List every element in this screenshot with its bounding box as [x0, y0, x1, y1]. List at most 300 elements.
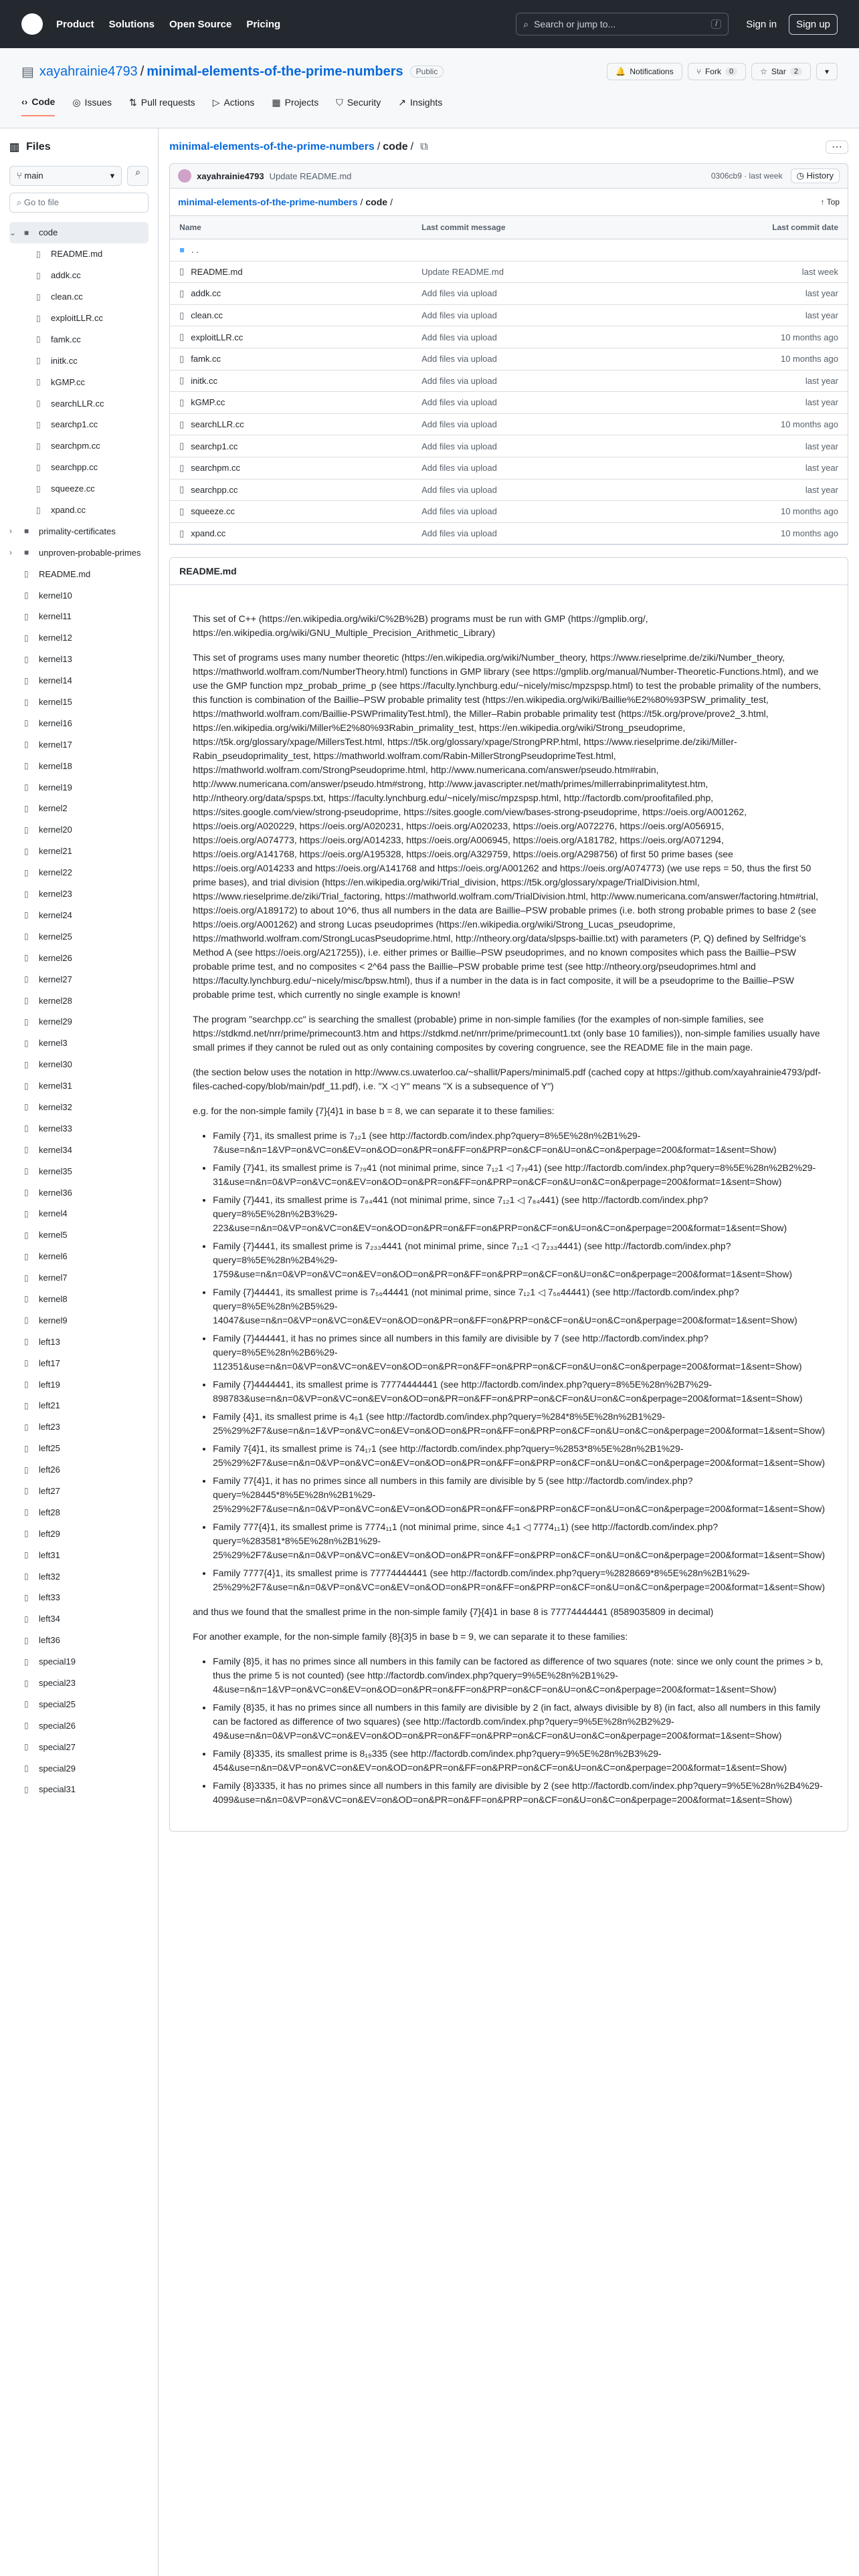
sidebar-item-kernel36[interactable]: [9, 1182, 149, 1203]
list-item: • Family {8}335, its smallest prime is 8₁₉335 (see http://factordb.com/index.php?query=9%5E%28n%2B3%29-454&use=n&n=0&VP=on&VC=on&EV=on&OD=on&PR=on&FF=on&PRP=on&CF=on&U=on&C=on&perpage=200&format=1&sent=Show): [213, 1747, 825, 1775]
file-name-cell: [179, 332, 421, 342]
file-name-cell: [179, 288, 421, 299]
column-name: Name: [179, 223, 201, 232]
file-icon: ▯: [24, 1443, 29, 1453]
sidebar-toggle-icon[interactable]: ▥: [9, 142, 20, 153]
nav-open-source[interactable]: Open Source: [169, 18, 232, 30]
sidebar-item-left34[interactable]: [9, 1608, 149, 1630]
sidebar-item-kernel10[interactable]: [9, 584, 149, 606]
sidebar-item-label: kernel13: [39, 654, 72, 665]
file-icon: ▯: [24, 1422, 29, 1432]
file-link[interactable]: searchpp.cc: [191, 484, 238, 495]
sidebar-item-addk-cc[interactable]: [9, 265, 149, 286]
file-icon: ▯: [24, 825, 29, 835]
commit-date: 10 months ago: [780, 354, 838, 364]
sidebar-item-label: left23: [39, 1422, 60, 1432]
file-icon: ▯: [24, 718, 29, 728]
history-label: History: [806, 171, 834, 181]
star-icon: ☆: [760, 67, 767, 76]
visibility-badge: Public: [410, 66, 444, 78]
sidebar-item-special29[interactable]: [9, 1757, 149, 1779]
nav-product[interactable]: Product: [56, 18, 94, 30]
search-icon: ⌕: [135, 167, 141, 177]
fork-button[interactable]: [688, 63, 746, 80]
history-button[interactable]: [791, 169, 840, 183]
commit-date: last year: [805, 441, 838, 451]
sidebar-item-label: kernel9: [39, 1315, 68, 1325]
shield-icon: ⛉: [336, 96, 343, 108]
sidebar-item-unproven-probable-primes[interactable]: [9, 542, 149, 563]
sidebar-item-label: left28: [39, 1507, 60, 1517]
sidebar-item-readme-md[interactable]: [9, 563, 149, 584]
code-icon: ‹›: [21, 96, 28, 107]
notifications-label: Notifications: [630, 67, 674, 76]
sidebar-item-kernel25[interactable]: [9, 926, 149, 947]
commit-date: 10 months ago: [780, 419, 838, 430]
sidebar-item-kernel29[interactable]: [9, 1011, 149, 1033]
sidebar-item-kernel18[interactable]: [9, 755, 149, 776]
sidebar-item-label: kernel8: [39, 1293, 68, 1304]
branch-select[interactable]: [9, 166, 122, 186]
notifications-button[interactable]: [607, 63, 682, 80]
go-to-file-input[interactable]: [9, 193, 149, 213]
file-icon: ▯: [24, 1635, 29, 1645]
commit-message-link[interactable]: Add files via upload: [421, 397, 497, 408]
file-icon: ▯: [24, 1742, 29, 1752]
tab-label: Actions: [223, 97, 255, 108]
table-breadcrumb-repo[interactable]: minimal-elements-of-the-prime-numbers: [178, 197, 358, 207]
file-icon: ▯: [24, 1145, 29, 1155]
file-link[interactable]: searchpm.cc: [191, 463, 240, 473]
commit-message-link[interactable]: Add files via upload: [421, 288, 497, 299]
list-item: • Family {7}444441, it has no primes since all numbers in this family are divisible by 7 (see http://factordb.com/index.php?query=8%5E%28n%2B6%29-112351&use=n&n=0&VP=on&VC=on&EV=on&OD=on&PR=on&FF=on&PRP=on&CF=on&U=on&C=on&perpage=200&format=1&sent=Show): [213, 1331, 825, 1374]
sidebar-item-label: kernel23: [39, 889, 72, 899]
file-link[interactable]: kGMP.cc: [191, 397, 225, 408]
file-icon: ▯: [179, 419, 185, 429]
sidebar-item-label: kernel29: [39, 1016, 72, 1027]
sidebar-item-left36[interactable]: [9, 1630, 149, 1651]
issue-icon: ◎: [72, 96, 81, 108]
search-shortcut-hint: /: [711, 19, 721, 29]
file-link[interactable]: clean.cc: [191, 310, 223, 321]
commit-hash[interactable]: 0306cb9 · last week: [710, 171, 783, 181]
sidebar-item-left17[interactable]: [9, 1352, 149, 1374]
sidebar-item-kernel8[interactable]: [9, 1289, 149, 1310]
commit-date: last year: [805, 397, 838, 408]
file-link[interactable]: addk.cc: [191, 288, 221, 299]
sidebar-item-label: kernel19: [39, 782, 72, 792]
sidebar-item-famk-cc[interactable]: [9, 328, 149, 350]
star-dropdown-button[interactable]: [816, 63, 838, 80]
table-row[interactable]: [170, 261, 848, 284]
sidebar-item-label: kernel14: [39, 675, 72, 686]
sign-in-link[interactable]: Sign in: [746, 18, 777, 30]
fork-icon: ⑂: [696, 67, 701, 76]
repo-owner-link[interactable]: xayahrainie4793: [39, 64, 138, 79]
sidebar-item-left13[interactable]: [9, 1331, 149, 1352]
file-icon: ▯: [24, 1315, 29, 1325]
avatar[interactable]: [178, 169, 191, 183]
sidebar-item-searchpp-cc[interactable]: [9, 457, 149, 478]
sidebar-item-kernel2[interactable]: [9, 798, 149, 819]
sidebar-item-kernel9[interactable]: [9, 1309, 149, 1331]
sidebar-item-label: kernel15: [39, 697, 72, 708]
sidebar-item-special27[interactable]: [9, 1736, 149, 1757]
file-name-cell: [179, 419, 421, 430]
file-link[interactable]: squeeze.cc: [191, 506, 235, 517]
file-link[interactable]: . .: [191, 245, 199, 255]
file-icon: ▯: [24, 953, 29, 963]
sidebar-item-label: kernel22: [39, 867, 72, 878]
sidebar-item-kernel14[interactable]: [9, 670, 149, 691]
sidebar-item-special19[interactable]: [9, 1651, 149, 1673]
repo-name-link[interactable]: minimal-elements-of-the-prime-numbers: [147, 64, 403, 79]
sidebar-item-special31[interactable]: [9, 1779, 149, 1800]
file-icon: ▯: [24, 633, 29, 643]
readme-paragraph: e.g. for the non-simple family {7}{4}1 in base b = 8, we can separate it to these families:: [193, 1105, 555, 1117]
sidebar-item-label: left13: [39, 1336, 60, 1347]
sidebar-item-label: special25: [39, 1699, 76, 1709]
commit-date: 10 months ago: [780, 506, 838, 517]
file-link[interactable]: exploitLLR.cc: [191, 332, 244, 342]
file-icon: ▯: [179, 441, 185, 451]
sidebar-item-kernel16[interactable]: [9, 712, 149, 734]
sidebar-item-label: special31: [39, 1784, 76, 1795]
table-row[interactable]: [170, 283, 848, 305]
sign-up-button[interactable]: Sign up: [789, 14, 838, 35]
file-icon: ▯: [179, 266, 185, 277]
sidebar-item-left28[interactable]: [9, 1501, 149, 1523]
sidebar-item-label: kernel30: [39, 1059, 72, 1070]
table-row[interactable]: [170, 326, 848, 348]
commit-message-link[interactable]: Add files via upload: [421, 354, 497, 364]
list-item: • Family {7}41, its smallest prime is 7₇₉41 (not minimal prime, since 7₁₂1 ◁ 7₇₉41) (see http://factordb.com/index.php?query=8%5E%28n%2B2%29-31&use=n&n=0&VP=on&VC=on&EV=on&OD=on&PR=on&FF=on&PRP=on&CF=on&U=on&C=on&perpage=200&format=1&sent=Show): [213, 1161, 825, 1189]
table-row[interactable]: [170, 348, 848, 370]
sidebar-item-special23[interactable]: [9, 1673, 149, 1694]
sidebar-item-searchllr-cc[interactable]: [9, 393, 149, 414]
sidebar-item-kernel24[interactable]: [9, 905, 149, 926]
file-icon: ▯: [24, 1102, 29, 1112]
folder-icon: ■: [24, 227, 29, 237]
chevron-right-icon[interactable]: ›: [9, 526, 12, 536]
sidebar-item-label: kernel21: [39, 846, 72, 857]
sidebar-item-label: primality-certificates: [39, 526, 116, 536]
list-item: • Family {7}4441, its smallest prime is 7₂₃₃4441 (not minimal prime, since 7₁₂1 ◁ 7₂₃₃4441) (see http://factordb.com/index.php?query=8%5E%28n%2B4%29-1759&use=n&n=0&VP=on&VC=on&EV=on&OD=on&PR=on&FF=on&PRP=on&CF=on&U=on&C=on&perpage=200&format=1&sent=Show): [213, 1239, 825, 1281]
breadcrumb-separator: /: [377, 141, 381, 152]
more-options-icon[interactable]: ···: [826, 140, 848, 154]
repo-tabs: [21, 96, 838, 116]
sidebar-item-kernel34[interactable]: [9, 1139, 149, 1160]
file-icon: ▯: [36, 462, 41, 472]
file-icon: ▯: [24, 1081, 29, 1091]
sidebar-item-label: famk.cc: [51, 334, 81, 344]
sidebar-item-kernel21[interactable]: [9, 841, 149, 862]
sidebar-item-clean-cc[interactable]: [9, 286, 149, 308]
sidebar-item-kernel22[interactable]: [9, 862, 149, 883]
file-link[interactable]: famk.cc: [191, 354, 221, 364]
file-icon: ▯: [24, 569, 29, 579]
sidebar-item-label: left34: [39, 1614, 60, 1624]
commit-message-link[interactable]: Add files via upload: [421, 419, 497, 430]
sidebar-item-left29[interactable]: [9, 1523, 149, 1544]
commit-message-link[interactable]: Add files via upload: [421, 528, 497, 539]
sidebar-item-label: kernel5: [39, 1230, 68, 1241]
global-header: [0, 0, 859, 48]
file-icon: ▯: [24, 932, 29, 942]
sidebar-item-squeeze-cc[interactable]: [9, 478, 149, 500]
sidebar-item-kernel26[interactable]: [9, 947, 149, 968]
sidebar-item-label: kernel34: [39, 1144, 72, 1155]
copy-path-icon[interactable]: ⧉: [420, 141, 428, 152]
file-icon: ▯: [24, 1166, 29, 1176]
sidebar-item-left25[interactable]: [9, 1438, 149, 1459]
file-icon: ▯: [179, 310, 185, 320]
breadcrumb-repo-link[interactable]: minimal-elements-of-the-prime-numbers: [169, 141, 375, 152]
table-row[interactable]: [170, 457, 848, 479]
repo-header: [0, 48, 859, 128]
pull-request-icon: ⇅: [129, 96, 137, 108]
top-button[interactable]: [821, 197, 840, 207]
commit-message-link[interactable]: Add files via upload: [421, 506, 497, 517]
readme-body: [170, 585, 848, 1831]
sidebar-item-kernel23[interactable]: [9, 883, 149, 905]
sidebar-item-left19[interactable]: [9, 1374, 149, 1395]
branch-name: main: [24, 171, 43, 181]
sidebar-item-kernel6[interactable]: [9, 1246, 149, 1267]
commit-author[interactable]: xayahrainie4793: [197, 171, 264, 181]
sidebar-item-readme-md[interactable]: [9, 243, 149, 265]
table-row[interactable]: [170, 435, 848, 457]
sidebar-item-label: kernel11: [39, 611, 72, 622]
file-icon: ▯: [36, 249, 41, 259]
sidebar-item-special26[interactable]: [9, 1715, 149, 1736]
table-row[interactable]: [170, 239, 848, 261]
folder-icon: ■: [24, 548, 29, 558]
sidebar-item-label: kernel35: [39, 1166, 72, 1176]
sidebar-item-label: kernel20: [39, 825, 72, 835]
file-link[interactable]: initk.cc: [191, 375, 217, 386]
search-files-button[interactable]: [127, 166, 149, 186]
sidebar-item-label: left32: [39, 1571, 60, 1582]
file-link[interactable]: README.md: [191, 266, 243, 277]
file-icon: ▯: [36, 419, 41, 429]
play-icon: ▷: [212, 96, 220, 108]
commit-message-link[interactable]: Add files via upload: [421, 310, 497, 321]
table-row[interactable]: [170, 370, 848, 393]
tab-issues[interactable]: [72, 96, 112, 116]
file-name-cell: [179, 528, 421, 539]
sidebar-item-initk-cc[interactable]: [9, 350, 149, 371]
star-button[interactable]: [751, 63, 811, 80]
sidebar-item-kernel15[interactable]: [9, 691, 149, 713]
file-name-cell: [179, 245, 421, 255]
sidebar-item-special25[interactable]: [9, 1693, 149, 1715]
sidebar-item-kernel32[interactable]: [9, 1097, 149, 1118]
commit-message-link[interactable]: Add files via upload: [421, 332, 497, 342]
file-icon: ▯: [179, 288, 185, 298]
sidebar-item-left23[interactable]: [9, 1416, 149, 1438]
sidebar-item-kernel28[interactable]: [9, 990, 149, 1011]
sidebar-item-kernel12[interactable]: [9, 627, 149, 649]
chevron-right-icon[interactable]: ›: [9, 548, 12, 558]
tab-pull-requests[interactable]: [129, 96, 195, 116]
commit-message-link[interactable]: Add files via upload: [421, 441, 497, 451]
latest-commit-bar: [169, 163, 848, 189]
tab-insights[interactable]: [398, 96, 442, 116]
table-row[interactable]: [170, 501, 848, 523]
fork-count: 0: [725, 68, 737, 76]
file-icon: ▯: [179, 462, 185, 473]
commit-message-link[interactable]: Add files via upload: [421, 463, 497, 473]
tab-security[interactable]: [336, 96, 381, 116]
file-icon: ▯: [24, 867, 29, 877]
go-to-file-placeholder: Go to file: [23, 197, 59, 207]
tab-projects[interactable]: [272, 96, 318, 116]
file-name-cell: [179, 375, 421, 386]
file-icon: ▯: [24, 1529, 29, 1539]
sidebar-item-label: initk.cc: [51, 355, 78, 366]
sidebar-item-label: kernel31: [39, 1081, 72, 1091]
sidebar-item-kernel30[interactable]: [9, 1054, 149, 1075]
bell-icon: 🔔: [615, 67, 626, 76]
sidebar-item-label: left19: [39, 1379, 60, 1390]
table-row[interactable]: [170, 479, 848, 502]
sidebar-item-searchp1-cc[interactable]: [9, 414, 149, 435]
file-name-cell: [179, 484, 421, 495]
list-item: • Family {4}1, its smallest prime is 4₅1 (see http://factordb.com/index.php?query=%284*8%5E%28n%2B1%29-25%29%2F7&use=n&n=1&VP=on&VC=on&EV=on&OD=on&PR=on&FF=on&PRP=on&CF=on&U=on&C=on&perpage=200&format=1&sent=Show): [213, 1410, 825, 1438]
table-row[interactable]: [170, 392, 848, 414]
commit-message[interactable]: Update README.md: [269, 171, 352, 181]
file-link[interactable]: searchLLR.cc: [191, 419, 244, 430]
commit-date: 10 months ago: [780, 528, 838, 539]
sidebar-item-kernel11[interactable]: [9, 606, 149, 627]
sidebar-item-code[interactable]: [9, 222, 149, 243]
sidebar-item-label: README.md: [39, 568, 91, 579]
sidebar-item-primality-certificates[interactable]: [9, 520, 149, 542]
file-icon: ▯: [179, 353, 185, 364]
sidebar-item-label: searchp1.cc: [51, 419, 98, 430]
sidebar-item-kernel31[interactable]: [9, 1075, 149, 1097]
file-icon: ▯: [179, 506, 185, 516]
readme-paragraph: For another example, for the non-simple family {8}{3}5 in base b = 9, we can separate it to these families:: [193, 1631, 628, 1642]
sidebar-item-kernel35[interactable]: [9, 1160, 149, 1182]
nav-solutions[interactable]: Solutions: [108, 18, 155, 30]
list-item: • Family 77{4}1, it has no primes since all numbers in this family are divisible by 5 (see http://factordb.com/index.php?query=%28445*8%5E%28n%2B1%29-25%29%2F7&use=n&n=0&VP=on&VC=on&EV=on&OD=on&PR=on&FF=on&PRP=on&CF=on&U=on&C=on&perpage=200&format=1&sent=Show): [213, 1474, 825, 1516]
commit-message-link[interactable]: Add files via upload: [421, 484, 497, 495]
table-row[interactable]: [170, 523, 848, 545]
sidebar-item-left27[interactable]: [9, 1481, 149, 1502]
file-icon: ▯: [24, 1016, 29, 1027]
chevron-down-icon[interactable]: ⌄: [9, 227, 17, 237]
readme-list-families-base8: [213, 1129, 825, 1594]
tab-code[interactable]: [21, 96, 55, 116]
table-row[interactable]: [170, 414, 848, 436]
sidebar-item-kernel27[interactable]: [9, 968, 149, 990]
file-icon: ▯: [24, 996, 29, 1005]
global-nav: [56, 19, 280, 30]
sidebar-item-label: searchpm.cc: [51, 441, 100, 451]
file-icon: ▯: [36, 484, 41, 494]
file-icon: ▯: [24, 1486, 29, 1496]
commit-date: last year: [805, 375, 838, 386]
sidebar-item-exploitllr-cc[interactable]: [9, 308, 149, 329]
file-link[interactable]: xpand.cc: [191, 528, 226, 539]
global-search-input[interactable]: [516, 13, 729, 35]
sidebar-item-label: special26: [39, 1720, 76, 1731]
breadcrumb-current-folder: code: [383, 141, 408, 152]
sidebar-item-label: kGMP.cc: [51, 377, 86, 387]
file-name-cell: [179, 266, 421, 277]
sidebar-item-label: left25: [39, 1443, 60, 1454]
nav-pricing[interactable]: Pricing: [246, 18, 281, 30]
sidebar-item-left21[interactable]: [9, 1395, 149, 1416]
file-icon: ▯: [24, 974, 29, 984]
file-icon: ▯: [24, 1784, 29, 1794]
sidebar-item-kernel19[interactable]: [9, 776, 149, 798]
star-label: Star: [771, 67, 786, 76]
sidebar-item-label: kernel12: [39, 633, 72, 643]
list-item: • Family {7}44441, its smallest prime is 7₅₆44441 (not minimal prime, since 7₁₂1 ◁ 7₅₆44441) (see http://factordb.com/index.php?query=8%5E%28n%2B5%29-14047&use=n&n=0&VP=on&VC=on&EV=on&OD=on&PR=on&FF=on&PRP=on&CF=on&U=on&C=on&perpage=200&format=1&sent=Show): [213, 1285, 825, 1327]
sidebar-item-kernel4[interactable]: [9, 1203, 149, 1224]
file-icon: ▯: [179, 332, 185, 342]
sidebar-item-label: left33: [39, 1592, 60, 1603]
sidebar-item-left33[interactable]: [9, 1587, 149, 1608]
table-row[interactable]: [170, 305, 848, 327]
history-icon: ◷: [796, 171, 807, 181]
sidebar-item-kernel5[interactable]: [9, 1224, 149, 1246]
file-icon: ▯: [179, 397, 185, 407]
file-icon: ▯: [179, 484, 185, 495]
sidebar-title: Files: [26, 141, 51, 152]
file-icon: ▯: [179, 528, 185, 538]
sidebar-item-kernel13[interactable]: [9, 649, 149, 670]
commit-message-link[interactable]: Update README.md: [421, 266, 504, 277]
file-name-cell: [179, 463, 421, 473]
sidebar-item-kernel3[interactable]: [9, 1033, 149, 1054]
sidebar-item-kernel7[interactable]: [9, 1267, 149, 1289]
breadcrumb-separator: /: [410, 141, 414, 152]
sidebar-item-xpand-cc[interactable]: [9, 500, 149, 521]
file-icon: ▯: [24, 782, 29, 792]
sidebar-item-label: kernel18: [39, 760, 72, 771]
github-logo-icon[interactable]: [21, 13, 43, 35]
file-icon: ▯: [24, 1400, 29, 1410]
table-breadcrumb: [170, 189, 848, 215]
sidebar-item-kernel20[interactable]: [9, 819, 149, 841]
sidebar-item-label: special29: [39, 1763, 76, 1774]
sidebar-item-kernel33[interactable]: [9, 1117, 149, 1139]
list-item: • Family 777{4}1, its smallest prime is 7774₁₁1 (not minimal prime, since 4₅1 ◁ 7774₁₁1) (see http://factordb.com/index.php?query=%283581*8%5E%28n%2B1%29-25%29%2F7&use=n&n=0&VP=on&VC=on&EV=on&OD=on&PR=on&FF=on&PRP=on&CF=on&U=on&C=on&perpage=200&format=1&sent=Show): [213, 1520, 825, 1562]
file-link[interactable]: searchp1.cc: [191, 441, 238, 451]
sidebar-item-left31[interactable]: [9, 1544, 149, 1566]
sidebar-item-left26[interactable]: [9, 1459, 149, 1481]
sidebar-item-searchpm-cc[interactable]: [9, 435, 149, 457]
top-label: Top: [826, 197, 840, 207]
sidebar-item-label: kernel25: [39, 931, 72, 942]
sidebar-item-label: left17: [39, 1358, 60, 1368]
sidebar-item-label: kernel4: [39, 1208, 68, 1219]
sidebar-item-left32[interactable]: [9, 1566, 149, 1587]
tab-actions[interactable]: [213, 96, 255, 116]
sidebar-item-kgmp-cc[interactable]: [9, 371, 149, 393]
commit-message-link[interactable]: Add files via upload: [421, 375, 497, 386]
file-name-cell: [179, 354, 421, 364]
sidebar-item-label: kernel10: [39, 590, 72, 601]
sidebar-item-label: kernel17: [39, 739, 72, 750]
sidebar-item-kernel17[interactable]: [9, 734, 149, 755]
file-name-cell: [179, 506, 421, 517]
readme-panel: [169, 557, 848, 1832]
